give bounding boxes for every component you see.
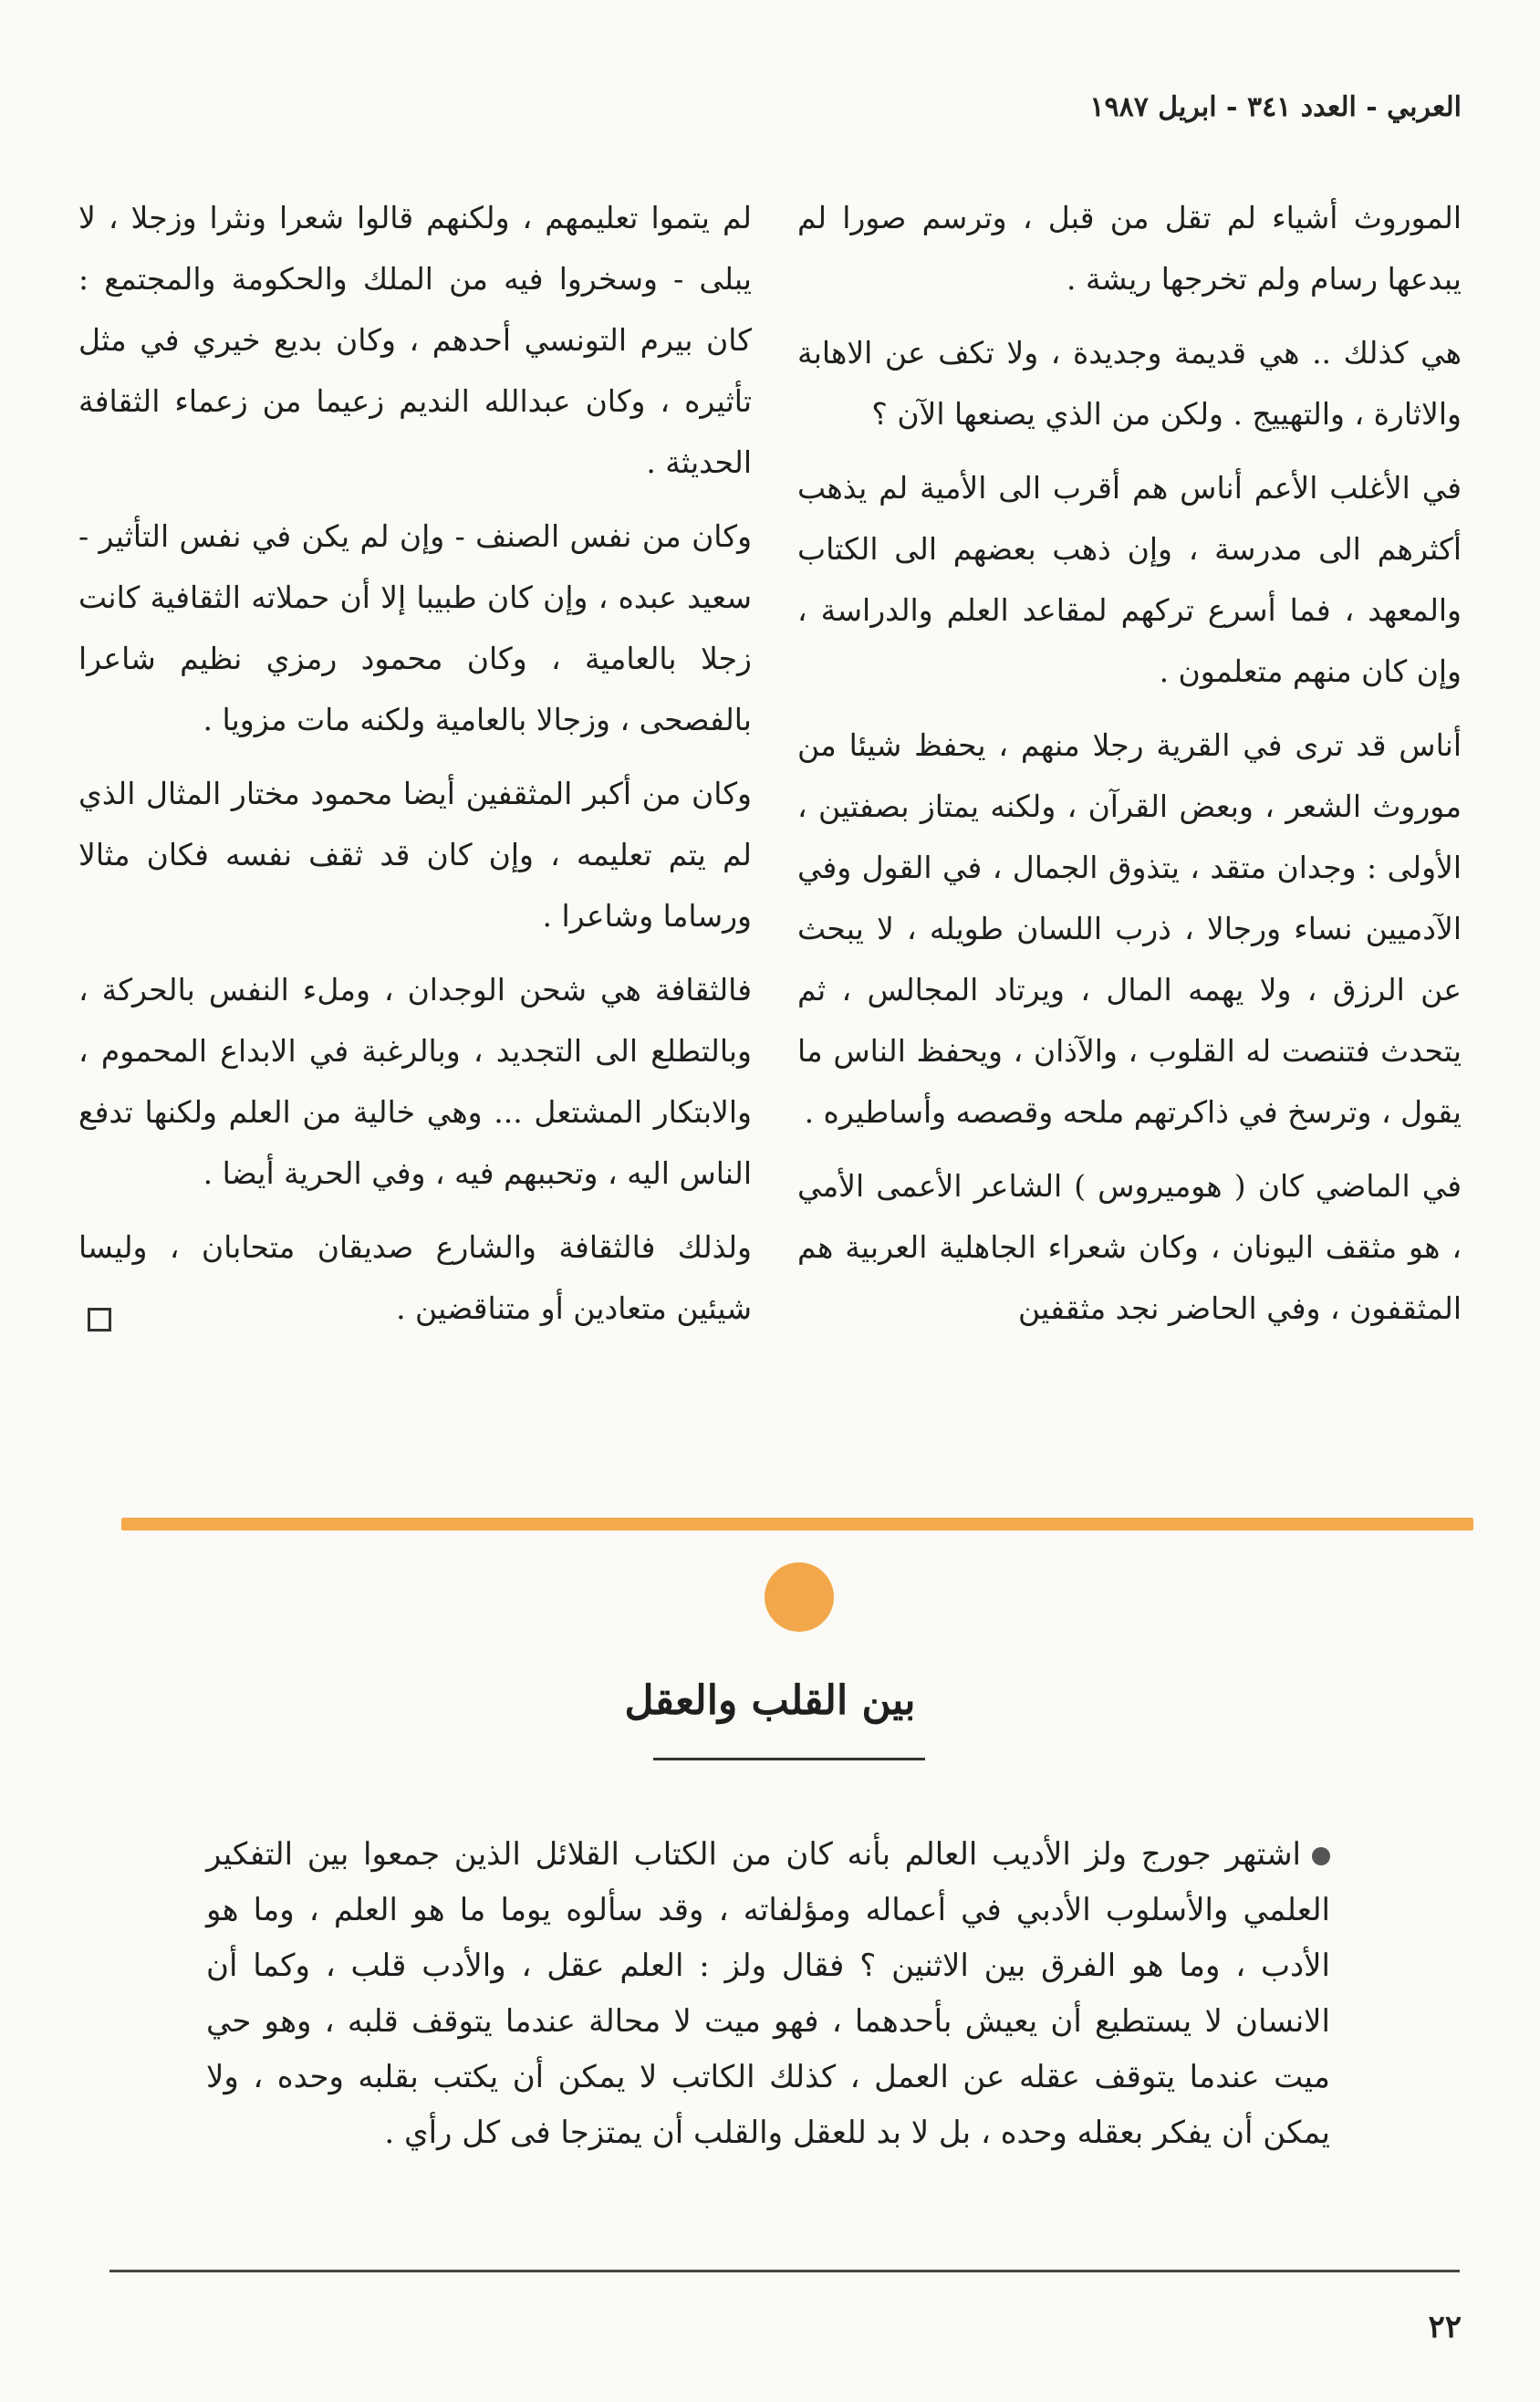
paragraph-text: ولذلك فالثقافة والشارع صديقان متحابان ، وليسا شيئين متعادين أو متناقضين . <box>78 1229 752 1326</box>
paragraph: لم يتموا تعليمهم ، ولكنهم قالوا شعرا ونثرا وزجلا ، لا يبلى - وسخروا فيه من الملك والحكومة والمجتمع : كان بيرم التونسي أحدهم ، وكان بديع خيري في مثل تأثيره ، وكان عبدالله النديم زعيما من زعماء الثقافة الحديثة . <box>78 200 752 480</box>
paragraph: هي كذلك .. هي قديمة وجديدة ، ولا تكف عن الاهابة والاثارة ، والتهييج . ولكن من الذي يصنعها الآن ؟ <box>797 335 1462 432</box>
paragraph: في الأغلب الأعم أناس هم أقرب الى الأمية لم يذهب أكثرهم الى مدرسة ، وإن ذهب بعضهم الى الكتاب والمعهد ، فما أسرع تركهم لمقاعد العلم والدراسة ، وإن كان منهم متعلمون . <box>797 470 1462 689</box>
section-divider <box>121 1518 1473 1530</box>
orange-circle-icon <box>765 1562 834 1632</box>
page-number: ٢٢ <box>1428 2309 1462 2345</box>
bottom-rule <box>109 2270 1460 2272</box>
paragraph-last <box>78 1217 752 1339</box>
bullet-icon <box>1312 1847 1330 1865</box>
title-underline <box>653 1758 925 1760</box>
box-text <box>206 1827 1330 2161</box>
paragraph: وكان من نفس الصنف - وإن لم يكن في نفس التأثير - سعيد عبده ، وإن كان طبيبا إلا أن حملاته الثقافية كانت زجلا بالعامية ، وكان محمود رمزي نظيم شاعرا بالفصحى ، وزجالا بالعامية ولكنه مات مزويا . <box>78 518 752 737</box>
paragraph: فالثقافة هي شحن الوجدان ، وملء النفس بالحركة ، وبالتطلع الى التجديد ، وبالرغبة في الابداع المحموم ، والابتكار المشتعل ... وهي خالية من العلم ولكنها تدفع الناس اليه ، وتحببهم فيه ، وفي الحرية أيضا . <box>78 972 752 1191</box>
box-title: بين القلب والعقل <box>624 1677 916 1724</box>
article-column-left <box>78 187 752 1352</box>
paragraph: في الماضي كان ( هوميروس ) الشاعر الأعمى الأمي ، هو مثقف اليونان ، وكان شعراء الجاهلية العربية هم المثقفون ، وفي الحاضر نجد مثقفين <box>797 1168 1462 1326</box>
box-paragraph: اشتهر جورج ولز الأديب العالم بأنه كان من الكتاب القلائل الذين جمعوا بين التفكير العلمي والأسلوب الأدبي في أعماله ومؤلفاته ، وقد سألوه يوما ما هو العلم ، وما هو الأدب ، وما هو الفرق بين الاثنين ؟ فقال ولز : العلم عقل ، والأدب قلب ، وكما أن الانسان لا يستطيع أن يعيش بأحدهما ، فهو ميت لا محالة عندما يتوقف قلبه ، وهو حي ميت عندما يتوقف عقله عن العمل ، كذلك الكاتب لا يمكن أن يكتب بقلبه وحده ، ولا يمكن أن يفكر بعقله وحده ، بل لا بد للعقل والقلب أن يمتزجا فى كل رأي . <box>206 1836 1331 2151</box>
paragraph: أناس قد ترى في القرية رجلا منهم ، يحفظ شيئا من موروث الشعر ، وبعض القرآن ، ولكنه يمتاز بصفتين ، الأولى : وجدان متقد ، يتذوق الجمال ، في القول وفي الآدميين نساء ورجالا ، ذرب اللسان طويله ، لا يبحث عن الرزق ، ولا يهمه المال ، ويرتاد المجالس ، ثم يتحدث فتنصت له القلوب ، والآذان ، ويحفظ الناس ما يقول ، وترسخ في ذاكرتهم ملحه وقصصه وأساطيره . <box>797 727 1462 1130</box>
article-column-right <box>797 187 1462 1352</box>
end-mark-icon <box>88 1308 111 1332</box>
paragraph: وكان من أكبر المثقفين أيضا محمود مختار المثال الذي لم يتم تعليمه ، وإن كان قد ثقف نفسه فكان مثالا ورساما وشاعرا . <box>78 776 752 934</box>
paragraph: الموروث أشياء لم تقل من قبل ، وترسم صورا لم يبدعها رسام ولم تخرجها ريشة . <box>797 200 1462 297</box>
running-header: العربي - العدد ٣٤١ - ابريل ١٩٨٧ <box>1089 91 1462 123</box>
